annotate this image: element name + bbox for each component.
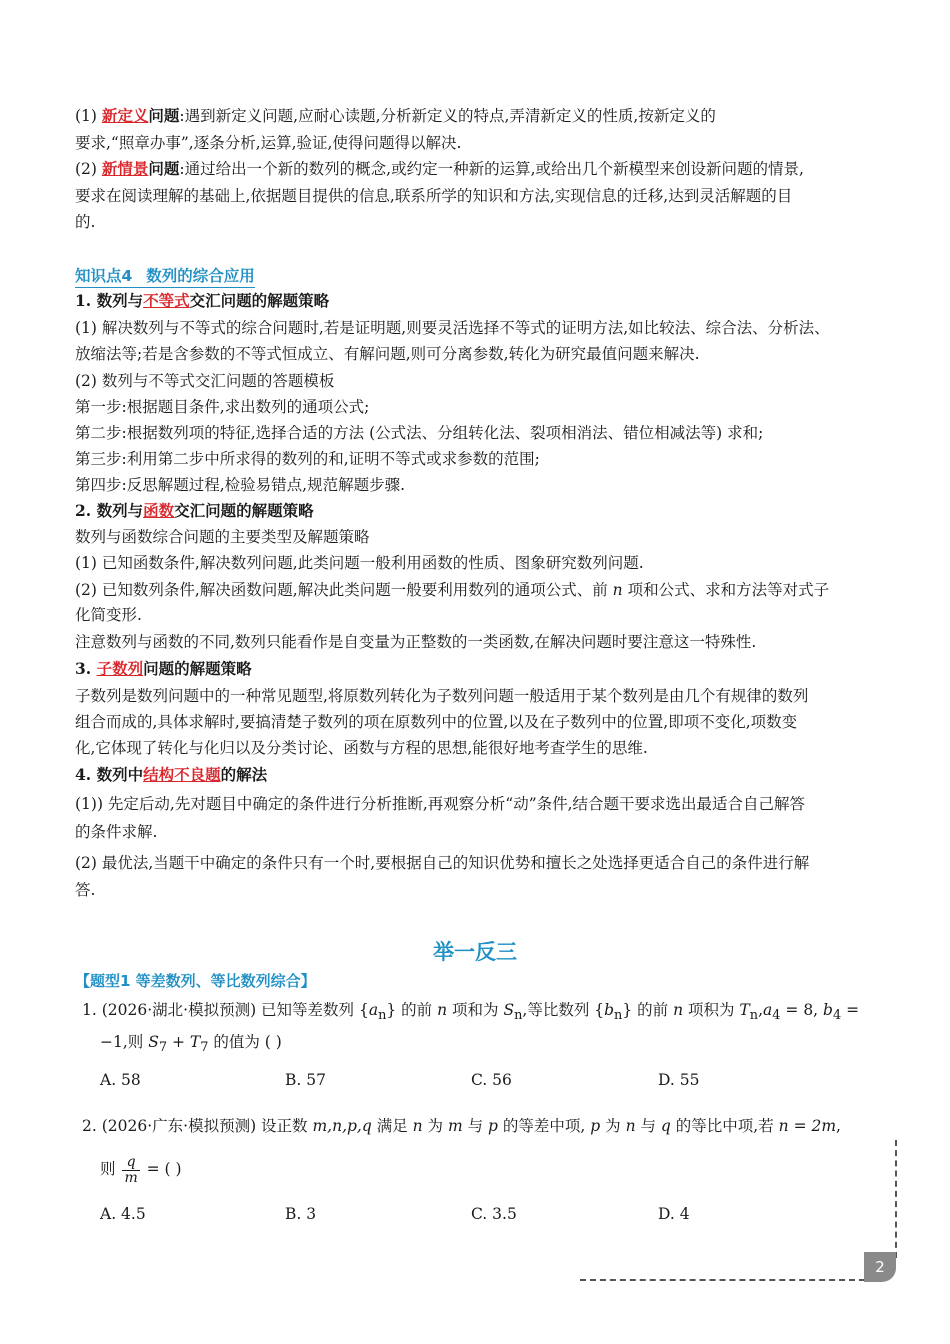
text: } 的前 <box>386 1001 438 1019</box>
text: 问题的解题策略 <box>143 659 252 678</box>
math-var: n <box>612 581 623 599</box>
text-line: 第二步:根据数列项的特征,选择合适的方法 (公式法、分组转化法、裂项相消法、错位相减法等) 求和; <box>75 424 764 442</box>
para-new-scenario <box>75 159 885 179</box>
section-1-heading <box>75 291 885 311</box>
text: 项积为 <box>683 1001 740 1019</box>
math-var: n <box>412 1117 423 1135</box>
text: (1) <box>75 107 102 125</box>
section-4-heading <box>75 765 885 785</box>
option-a[interactable]: A. 58 <box>100 1071 141 1089</box>
question-2-line-1 <box>82 1116 885 1136</box>
text: ,等比数列 { <box>522 1001 605 1019</box>
para-new-definition <box>75 106 885 126</box>
text-line: (1) 已知函数条件,解决数列问题,此类问题一般利用函数的性质、图象研究数列问题. <box>75 554 644 572</box>
text-line: 数列与函数综合问题的主要类型及解题策略 <box>75 528 370 546</box>
text: + <box>167 1033 190 1051</box>
knowledge-point-label: 知识点4 <box>75 267 133 285</box>
text: = ( ) <box>141 1160 182 1178</box>
math-var: a <box>368 1001 379 1019</box>
bold-term: 问题 <box>148 159 180 178</box>
math-var: n <box>673 1001 684 1019</box>
math-var: n <box>625 1117 636 1135</box>
highlight-term: 不等式 <box>143 291 190 310</box>
text: 交汇问题的解题策略 <box>174 501 314 520</box>
math-sub: n <box>614 1008 623 1024</box>
text-line: 的条件求解. <box>75 823 158 841</box>
text-line: 化简变形. <box>75 606 142 624</box>
text: :遇到新定义问题,应耐心读题,分析新定义的特点,弄清新定义的性质,按新定义的 <box>179 107 716 125</box>
text-line <box>75 580 885 600</box>
text: 的值为 ( ) <box>208 1033 282 1051</box>
text: (2) 已知数列条件,解决函数问题,解决此类问题一般要利用数列的通项公式、前 <box>75 581 613 599</box>
text: } 的前 <box>622 1001 674 1019</box>
math-expr: n = 2m <box>778 1117 837 1135</box>
text: :通过给出一个新的数列的概念,或约定一种新的运算,或给出几个新模型来创设新问题的情景, <box>179 160 804 178</box>
text: = 8, <box>780 1001 824 1019</box>
option-c[interactable]: C. 3.5 <box>471 1205 517 1223</box>
option-a[interactable]: A. 4.5 <box>100 1205 146 1223</box>
text: 3. <box>75 659 97 678</box>
option-d[interactable]: D. 4 <box>658 1205 690 1223</box>
math-var: q <box>660 1117 671 1135</box>
text-line: 第三步:利用第二步中所求得的数列的和,证明不等式或求参数的范围; <box>75 450 540 468</box>
text: 交汇问题的解题策略 <box>189 291 330 310</box>
text-line: 化,它体现了转化与化归以及分类讨论、函数与方程的思想,能很好地考查学生的思维. <box>75 739 648 757</box>
text: −1,则 <box>100 1033 149 1051</box>
option-d[interactable]: D. 55 <box>658 1071 700 1089</box>
text-line: 放缩法等;若是含参数的不等式恒成立、有解问题,则可分离参数,转化为研究最值问题来解决. <box>75 345 700 363</box>
text-line: 要求在阅读理解的基础上,依据题目提供的信息,联系所学的知识和方法,实现信息的迁移,达到灵活解题的目 <box>75 187 793 205</box>
text: 1. 数列与 <box>75 291 144 310</box>
math-var: a <box>763 1001 773 1019</box>
text: 的解法 <box>220 765 268 784</box>
text: 1. (2026·湖北·模拟预测) 已知等差数列 { <box>82 1001 369 1019</box>
option-c[interactable]: C. 56 <box>471 1071 512 1089</box>
math-var: T <box>189 1033 201 1051</box>
math-sub: 7 <box>158 1040 168 1056</box>
text-line: 第一步:根据题目条件,求出数列的通项公式; <box>75 398 370 416</box>
option-b[interactable]: B. 57 <box>285 1071 326 1089</box>
math-sub: 7 <box>200 1040 209 1056</box>
highlight-term: 新定义 <box>101 106 149 125</box>
text: 的等比中项,若 <box>670 1117 779 1135</box>
knowledge-point-title <box>75 264 255 288</box>
question-1-line-2 <box>100 1032 885 1058</box>
section-3-heading <box>75 659 885 679</box>
text: 项和公式、求和方法等对式子 <box>622 581 830 599</box>
section-heading: 举一反三 <box>433 940 517 964</box>
bold-term: 问题 <box>148 106 180 125</box>
text-line: 要求,“照章办事”,逐条分析,运算,验证,使得问题得以解决. <box>75 134 462 152</box>
text: 2. (2026·广东·模拟预测) 设正数 <box>82 1117 313 1135</box>
math-var: T <box>739 1001 750 1019</box>
fraction-denominator: m <box>124 1169 138 1186</box>
option-b[interactable]: B. 3 <box>285 1205 317 1223</box>
page-border-dash <box>580 1279 865 1281</box>
fraction-numerator: q <box>122 1155 139 1171</box>
section-2-heading <box>75 501 885 521</box>
text-line: (2) 最优法,当题干中确定的条件只有一个时,要根据自己的知识优势和擅长之处选择更适合自己的条件进行解 <box>75 854 810 872</box>
text: = <box>841 1001 860 1019</box>
text: 为 <box>600 1117 626 1135</box>
highlight-term: 结构不良题 <box>143 765 221 784</box>
text: 则 <box>100 1160 121 1178</box>
text-line: 组合而成的,具体求解时,要搞清楚子数列的项在原数列中的位置,以及在子数列中的位置,即项不变化,项数变 <box>75 713 798 731</box>
math-sub: 4 <box>832 1008 842 1024</box>
question-2-line-2 <box>100 1152 885 1186</box>
page-border-dash <box>895 1140 897 1258</box>
text: 项和为 <box>447 1001 504 1019</box>
text: , <box>836 1117 841 1135</box>
text: , <box>758 1001 764 1019</box>
text-line: 的. <box>75 213 96 231</box>
math-var: b <box>823 1001 833 1019</box>
text-line: (1) 解决数列与不等式的综合问题时,若是证明题,则要灵活选择不等式的证明方法,如比较法、综合法、分析法、 <box>75 319 830 337</box>
question-type-label: 【题型1 等差数列、等比数列综合】 <box>75 972 316 990</box>
text: (2) <box>75 160 102 178</box>
knowledge-point-name: 数列的综合应用 <box>146 267 255 285</box>
math-var: n <box>437 1001 448 1019</box>
text: 的等差中项, <box>497 1117 591 1135</box>
math-var: m <box>447 1117 463 1135</box>
math-sub: 4 <box>772 1008 781 1024</box>
math-var: p <box>488 1117 498 1135</box>
text: 4. 数列中 <box>75 765 144 784</box>
highlight-term: 子数列 <box>96 659 144 678</box>
math-var: S <box>503 1001 515 1019</box>
math-sub: n <box>749 1008 759 1024</box>
math-var: m,n,p,q <box>312 1117 372 1135</box>
page-number: 2 <box>864 1252 896 1282</box>
text: 为 <box>422 1117 448 1135</box>
text-line: (1)) 先定后动,先对题目中确定的条件进行分析推断,再观察分析“动”条件,结合题干要求选出最适合自己解答 <box>75 795 806 813</box>
text: 与 <box>462 1117 489 1135</box>
text-line: 子数列是数列问题中的一种常见题型,将原数列转化为子数列问题一般适用于某个数列是由几个有规律的数列 <box>75 687 809 705</box>
text-line: 第四步:反思解题过程,检验易错点,规范解题步骤. <box>75 476 406 494</box>
highlight-term: 新情景 <box>101 159 149 178</box>
math-sub: n <box>514 1008 523 1024</box>
text: 2. 数列与 <box>75 501 144 520</box>
math-var: S <box>148 1033 159 1051</box>
math-var: b <box>604 1001 615 1019</box>
text: 满足 <box>371 1117 413 1135</box>
question-1-line-1 <box>82 1000 885 1026</box>
text: 与 <box>635 1117 661 1135</box>
text-line: (2) 数列与不等式交汇问题的答题模板 <box>75 372 335 390</box>
highlight-term: 函数 <box>143 501 175 520</box>
math-var: p <box>590 1117 601 1135</box>
text-line: 注意数列与函数的不同,数列只能看作是自变量为正整数的一类函数,在解决问题时要注意这一特殊性. <box>75 633 757 651</box>
text-line: 答. <box>75 881 96 899</box>
fraction <box>122 1155 139 1186</box>
math-sub: n <box>378 1008 387 1024</box>
